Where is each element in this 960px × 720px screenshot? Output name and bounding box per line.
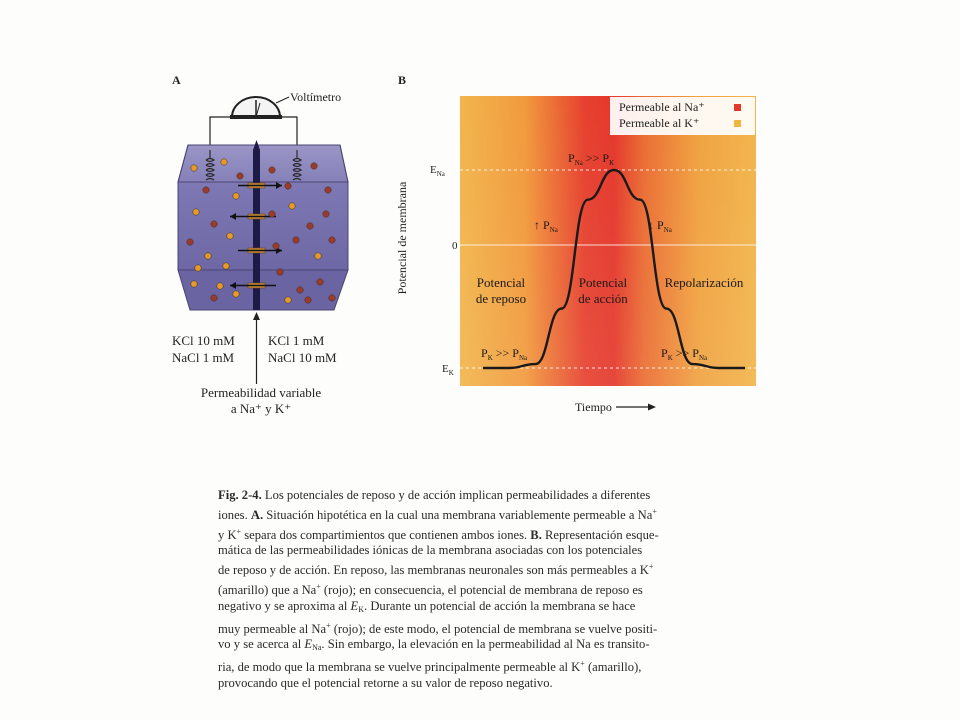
- phase-rest-line2: de reposo: [475, 291, 527, 306]
- phase-rest-line1: Potencial: [476, 275, 526, 290]
- legend-na-swatch: [734, 104, 741, 111]
- left-conc-line1: KCl 10 mM: [172, 333, 235, 348]
- permeability-label-1: Permeabilidad variable: [200, 385, 322, 400]
- caption-line-10: ria, de modo que la membrana se vuelve principalmente permeable al K+ (amarillo),: [218, 659, 642, 675]
- fall-annotation: ↓ $P_{Na}$: [648, 218, 672, 234]
- tick-e-k: $E_K$: [442, 363, 454, 377]
- rest-annotation: $P_K >> P_{Na}$: [481, 346, 528, 362]
- right-conc-line2: NaCl 10 mM: [268, 350, 337, 365]
- voltmeter-label: Voltímetro: [290, 90, 342, 104]
- phase-repol: Repolarización: [664, 275, 744, 290]
- legend-na-label: Permeable al Na⁺: [619, 100, 705, 114]
- legend-k-swatch: [734, 120, 741, 127]
- caption-line-8: muy permeable al Na+ (rojo); de este modo, el potencial de membrana se vuelve positi-: [218, 620, 658, 636]
- caption-line-6: (amarillo) que a Na+ (rojo); en consecuencia, el potencial de membrana de reposo es: [218, 581, 643, 597]
- caption-line-1: Fig. 2-4. Los potenciales de reposo y de acción implican permeabilidades a diferentes: [218, 488, 651, 502]
- panel-b-label: B: [398, 73, 407, 87]
- phase-action-line2: de acción: [578, 291, 628, 306]
- tick-e-na: $E_{Na}$: [430, 164, 445, 178]
- caption-line-9: vo y se acerca al $E_{Na}$. Sin embargo, la elevación en la permeabilidad al Na es transito-: [218, 637, 650, 653]
- caption-line-11: provocando que el potencial retorne a su valor de reposo negativo.: [218, 675, 553, 690]
- chart-legend: [610, 97, 755, 135]
- caption-line-7: negativo y se aproxima al $E_K$. Durante un potencial de acción la membrana se hace: [218, 598, 636, 614]
- phase-action-line1: Potencial: [578, 275, 628, 290]
- rise-annotation: ↑ $P_{Na}$: [534, 218, 558, 234]
- x-axis-label: Tiempo: [575, 400, 612, 414]
- legend-k-label: Permeable al K⁺: [619, 116, 700, 130]
- caption-line-5: de reposo y de acción. En reposo, las membranas neuronales son más permeables a K+: [218, 562, 654, 578]
- left-conc-line2: NaCl 1 mM: [172, 350, 235, 365]
- right-conc-line1: KCl 1 mM: [268, 333, 325, 348]
- peak-annotation: $P_{Na} >> P_K$: [568, 151, 615, 167]
- caption-line-2: iones. A. Situación hipotética en la cual una membrana variablemente permeable a Na+: [218, 506, 657, 522]
- caption-line-4: mática de las permeabilidades iónicas de la membrana asociadas con los potenciales: [218, 543, 643, 558]
- permeability-label-2: a Na⁺ y K⁺: [230, 401, 292, 416]
- y-axis-label: Potencial de membrana: [395, 181, 409, 295]
- panel-a-label: A: [172, 73, 181, 87]
- repol-annotation: $P_K >> P_{Na}$: [661, 346, 708, 362]
- tick-zero: 0: [452, 240, 458, 252]
- figure-caption: [218, 488, 738, 692]
- caption-line-3: y K+ separa dos compartimientos que contienen ambos iones. B. Representación esque-: [218, 526, 659, 542]
